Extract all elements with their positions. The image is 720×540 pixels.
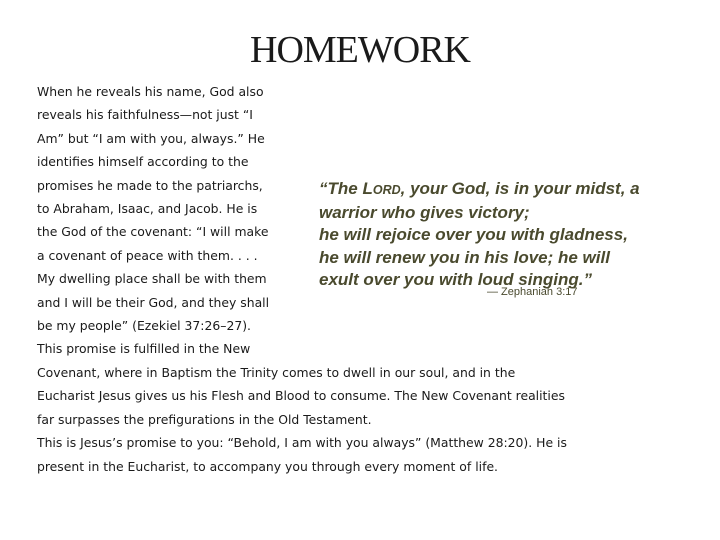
body-line: Covenant, where in Baptism the Trinity comes to dwell in our soul, and in the: [37, 364, 516, 380]
quote-line: exult over you with loud singing.”: [319, 270, 592, 289]
body-line: a covenant of peace with them. . . .: [37, 247, 258, 263]
body-line: far surpasses the prefigurations in the Old Testament.: [37, 411, 372, 427]
quote-smallcaps: ORD: [372, 183, 401, 197]
body-line: reveals his faithfulness—not just “I: [37, 107, 253, 123]
quote-citation: — Zephaniah 3:17: [487, 286, 578, 298]
quote-line: [319, 178, 679, 202]
quote-line: he will renew you in his love; he will: [319, 247, 610, 267]
quote-line: he will rejoice over you with gladness,: [319, 225, 628, 244]
quote-line-prefix: “The L: [319, 179, 373, 198]
body-line: This promise is fulfilled in the New: [37, 341, 251, 357]
body-line: to Abraham, Isaac, and Jacob. He is: [37, 201, 258, 217]
quote-line-suffix: , your God, is in your midst, a: [400, 179, 640, 198]
body-line: Am” but “I am with you, always.” He: [37, 130, 265, 146]
body-line: present in the Eucharist, to accompany you through every moment of life.: [37, 458, 499, 474]
body-line: This is Jesus’s promise to you: “Behold, I am with you always” (Matthew 28:20). He is: [37, 435, 567, 451]
body-line: and I will be their God, and they shall: [37, 294, 270, 310]
body-line: When he reveals his name, God also: [37, 84, 264, 99]
scripture-quote: [319, 178, 679, 292]
page-title: HOMEWORK: [250, 29, 470, 71]
body-line: Eucharist Jesus gives us his Flesh and Blood to consume. The New Covenant realities: [37, 388, 565, 404]
body-line: My dwelling place shall be with them: [37, 271, 267, 287]
body-line: be my people” (Ezekiel 37:26–27).: [37, 318, 251, 334]
body-line: identifies himself according to the: [37, 154, 249, 170]
quote-line: warrior who gives victory;: [319, 202, 530, 222]
body-line: the God of the covenant: “I will make: [37, 224, 269, 240]
body-line: promises he made to the patriarchs,: [37, 177, 263, 193]
